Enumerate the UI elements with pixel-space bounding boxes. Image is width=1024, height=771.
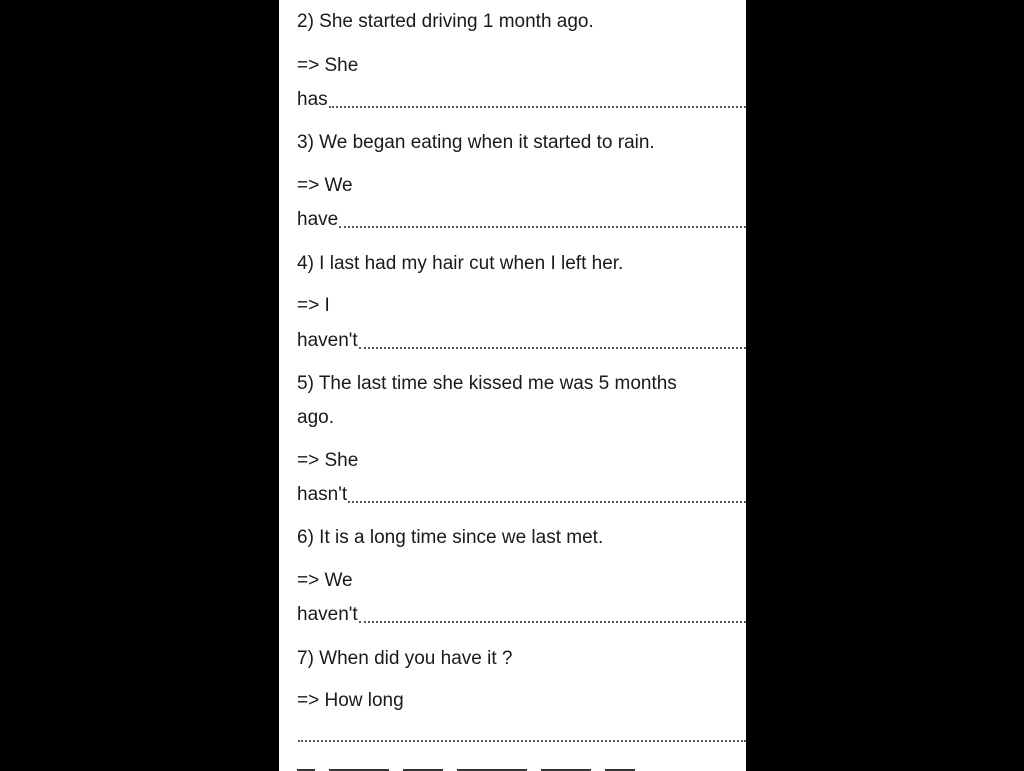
answer-start-3: have (297, 209, 339, 230)
prompt-2: => She (297, 55, 359, 76)
prompt-4: => I (297, 295, 330, 316)
question-2: 2) She started driving 1 month ago. (297, 11, 594, 32)
answer-line-2 (297, 88, 746, 112)
dotted-blank (359, 347, 746, 349)
worksheet-page (279, 0, 746, 771)
dotted-blank (348, 501, 746, 503)
answer-line-7 (297, 722, 746, 746)
question-5-line-2: ago. (297, 407, 334, 428)
question-5-line-1: 5) The last time she kissed me was 5 months (297, 373, 677, 394)
dotted-blank (359, 621, 746, 623)
answer-line-5 (297, 483, 746, 507)
question-6: 6) It is a long time since we last met. (297, 527, 604, 548)
question-3: 3) We began eating when it started to rain. (297, 132, 655, 153)
answer-line-4 (297, 329, 746, 353)
answer-line-3 (297, 208, 746, 232)
question-7: 7) When did you have it ? (297, 648, 513, 669)
prompt-5: => She (297, 450, 359, 471)
answer-start-6: haven't (297, 604, 358, 625)
dotted-blank (329, 106, 746, 108)
prompt-6: => We (297, 570, 353, 591)
dotted-blank (298, 740, 746, 742)
prompt-3: => We (297, 175, 353, 196)
answer-start-5: hasn't (297, 484, 348, 505)
answer-start-2: has (297, 89, 328, 110)
cutoff-text-fragment (297, 760, 677, 771)
answer-line-6 (297, 603, 746, 627)
dotted-blank (339, 226, 746, 228)
question-4: 4) I last had my hair cut when I left her. (297, 253, 624, 274)
prompt-7: => How long (297, 690, 404, 711)
answer-start-4: haven't (297, 330, 358, 351)
